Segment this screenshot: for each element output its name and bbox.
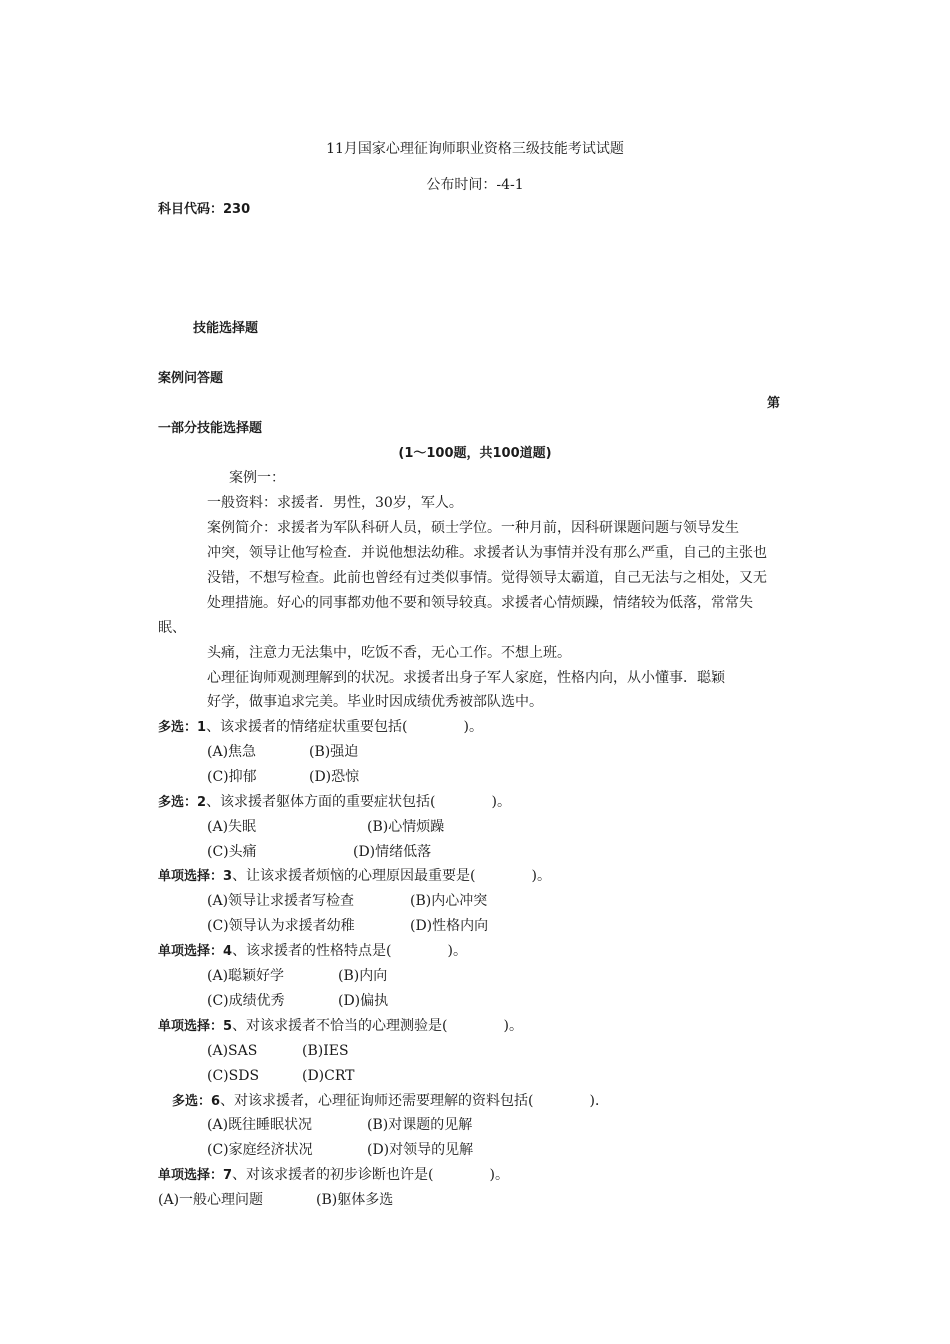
subject-code: 科目代码：230 bbox=[158, 202, 251, 217]
question-text: 、该求援者的性格特点是( )。 bbox=[232, 943, 467, 959]
question-type: 多选： bbox=[158, 795, 198, 810]
section-skill-choice: 技能选择题 bbox=[193, 321, 259, 336]
question-type: 单项选择： bbox=[158, 1168, 224, 1183]
option-c: (C)SDS bbox=[207, 1068, 260, 1084]
question-7 bbox=[158, 1165, 509, 1186]
option-b: (B)对课题的见解 bbox=[367, 1117, 473, 1133]
question-text: 、对该求援者的初步诊断也许是( )。 bbox=[232, 1167, 509, 1183]
case-line: 心理征询师观测理解到的状况。求援者出身子军人家庭，性格内向，从小懂事．聪颖 bbox=[207, 670, 725, 686]
option-d: (D)情绪低落 bbox=[353, 844, 432, 860]
option-a: (A)SAS bbox=[207, 1043, 258, 1059]
option-c: (C)成绩优秀 bbox=[207, 993, 285, 1009]
question-type: 单项选择： bbox=[158, 944, 224, 959]
case-line: 头痛，注意力无法集中，吃饭不香，无心工作。不想上班。 bbox=[207, 645, 571, 661]
option-c: (C)头痛 bbox=[207, 844, 257, 860]
case-line: 案例简介：求援者为军队科研人员，硕士学位。一种月前，因科研课题问题与领导发生 bbox=[207, 520, 739, 536]
option-b: (B)强迫 bbox=[309, 744, 359, 760]
question-number: 7 bbox=[223, 1168, 233, 1183]
option-c: (C)抑郁 bbox=[207, 769, 257, 785]
option-a: (A)焦急 bbox=[207, 744, 257, 760]
part-title: 一部分技能选择题 bbox=[158, 421, 263, 436]
question-2 bbox=[158, 792, 511, 813]
option-c: (C)家庭经济状况 bbox=[207, 1142, 313, 1158]
case-line: 没错，不想写检查。此前也曾经有过类似事情。觉得领导太霸道，自己无法与之相处，又无 bbox=[207, 570, 767, 586]
option-a: (A)聪颖好学 bbox=[207, 968, 285, 984]
option-c: (C)领导认为求援者幼稚 bbox=[207, 918, 355, 934]
part-prefix: 第 bbox=[767, 396, 781, 411]
case-line: 冲突，领导让他写检查．并说他想法幼稚。求援者认为事情并没有那么严重，自己的主张也 bbox=[207, 545, 767, 561]
question-5 bbox=[158, 1016, 523, 1037]
question-3 bbox=[158, 866, 551, 887]
option-a: (A)一般心理问题 bbox=[158, 1192, 264, 1208]
option-a: (A)领导让求援者写检查 bbox=[207, 893, 355, 909]
case-line: 好学，做事追求完美。毕业时因成绩优秀被部队选中。 bbox=[207, 694, 543, 710]
option-b: (B)内向 bbox=[338, 968, 388, 984]
case-line: 处理措施。好心的同事都劝他不要和领导较真。求援者心情烦躁，情绪较为低落，常常失 bbox=[207, 595, 753, 611]
question-range: (1～100题，共100道题) bbox=[398, 446, 552, 461]
option-d: (D)CRT bbox=[302, 1068, 355, 1084]
question-number: 6 bbox=[211, 1094, 221, 1109]
option-a: (A)既往睡眠状况 bbox=[207, 1117, 313, 1133]
question-number: 3 bbox=[223, 869, 233, 884]
publish-time: 公布时间：-4-1 bbox=[426, 177, 524, 193]
document-title: 11月国家心理征询师职业资格三级技能考试试题 bbox=[326, 141, 624, 157]
option-d: (D)偏执 bbox=[338, 993, 389, 1009]
option-d: (D)对领导的见解 bbox=[367, 1142, 474, 1158]
option-b: (B)心情烦躁 bbox=[367, 819, 445, 835]
case-line: 眠、 bbox=[158, 620, 186, 636]
question-text: 、让该求援者烦恼的心理原因最重要是( )。 bbox=[232, 868, 551, 884]
question-4 bbox=[158, 941, 467, 962]
option-b: (B)内心冲突 bbox=[410, 893, 488, 909]
option-b: (B)IES bbox=[302, 1043, 349, 1059]
option-d: (D)性格内向 bbox=[410, 918, 489, 934]
question-type: 多选： bbox=[158, 720, 198, 735]
question-text: 、对该求援者，心理征询师还需要理解的资料包括( )． bbox=[220, 1093, 609, 1109]
case-title: 案例一： bbox=[229, 470, 285, 486]
question-type: 单项选择： bbox=[158, 1019, 224, 1034]
question-number: 2 bbox=[197, 795, 207, 810]
question-number: 5 bbox=[223, 1019, 233, 1034]
case-line: 一般资料：求援者．男性，30岁，军人。 bbox=[207, 495, 463, 511]
question-type: 单项选择： bbox=[158, 869, 224, 884]
question-6 bbox=[172, 1091, 609, 1112]
option-a: (A)失眠 bbox=[207, 819, 257, 835]
section-case-qa: 案例问答题 bbox=[158, 371, 224, 386]
question-text: 、该求援者躯体方面的重要症状包括( )。 bbox=[206, 794, 511, 810]
question-1 bbox=[158, 717, 483, 738]
option-b: (B)躯体多选 bbox=[316, 1192, 394, 1208]
question-type: 多选： bbox=[172, 1094, 212, 1109]
option-d: (D)恐惊 bbox=[309, 769, 360, 785]
question-text: 、对该求援者不恰当的心理测验是( )。 bbox=[232, 1018, 523, 1034]
question-text: 、该求援者的情绪症状重要包括( )。 bbox=[206, 719, 483, 735]
question-number: 1 bbox=[197, 720, 207, 735]
question-number: 4 bbox=[223, 944, 233, 959]
